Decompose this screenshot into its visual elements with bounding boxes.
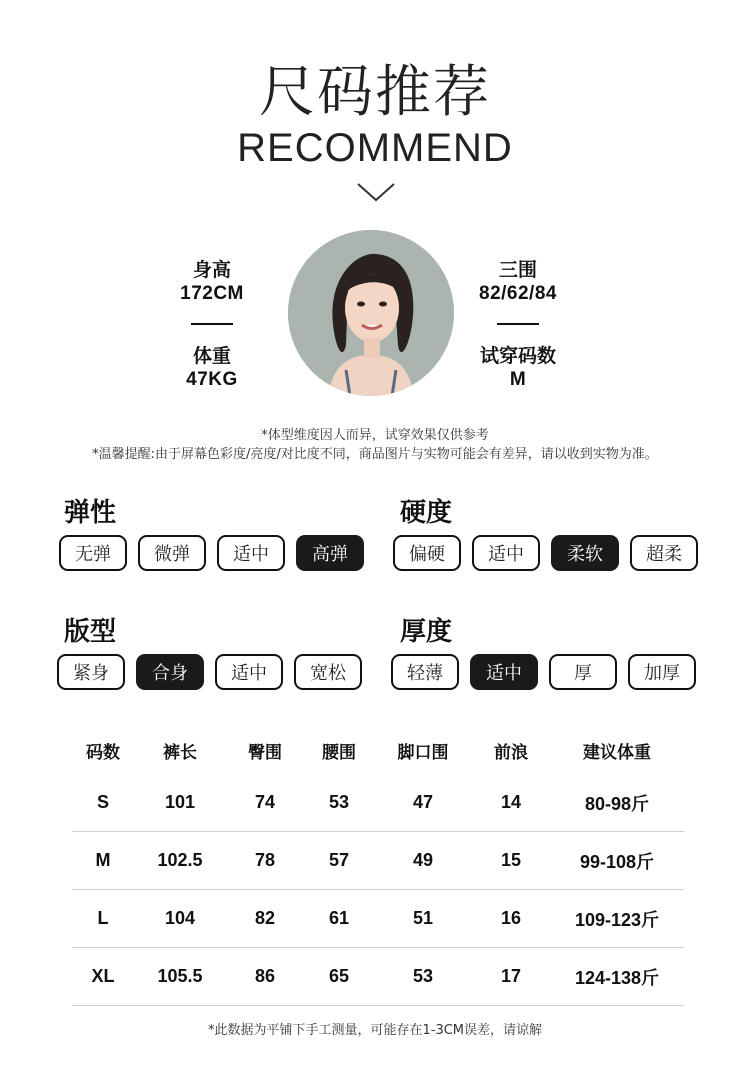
trial-size-value: M	[509, 369, 527, 390]
table-cell: 17	[500, 966, 522, 986]
elasticity-option: 高弹	[296, 535, 364, 571]
table-header-cell: 前浪	[494, 742, 528, 762]
height-label: 身高	[192, 259, 231, 281]
table-cell: 105.5	[157, 966, 203, 986]
table-cell: 104	[164, 908, 196, 928]
table-cell: 99-108斤	[579, 851, 655, 872]
table-cell: 74	[254, 792, 276, 812]
note-line-1: *体型维度因人而异，试穿效果仅供参考	[261, 428, 489, 443]
table-header-cell: 腰围	[322, 742, 356, 762]
table-row	[72, 832, 684, 890]
table-row	[72, 948, 684, 1006]
hardness-option: 柔软	[551, 535, 619, 571]
model-measurements	[443, 259, 593, 305]
model-height	[137, 259, 287, 305]
hardness-heading: 硬度	[400, 498, 453, 528]
table-header-cell: 建议体重	[583, 742, 651, 762]
thickness-heading: 厚度	[400, 617, 453, 647]
table-cell: 47	[412, 792, 434, 812]
table-cell: 102.5	[157, 850, 203, 870]
table-cell: 49	[412, 850, 434, 870]
trial-size-label: 试穿码数	[479, 345, 556, 367]
size-table	[72, 730, 684, 1006]
table-header-cell: 臀围	[248, 742, 282, 762]
model-weight	[137, 345, 287, 391]
table-header-cell: 码数	[86, 742, 120, 762]
model-photo	[288, 230, 454, 396]
model-trial-size	[443, 345, 593, 391]
thickness-option: 适中	[470, 654, 538, 690]
table-cell: 101	[164, 792, 196, 812]
page-title: 尺码推荐	[259, 60, 491, 125]
table-cell: 65	[328, 966, 350, 986]
hardness-option: 超柔	[630, 535, 698, 571]
weight-value: 47KG	[186, 369, 238, 390]
fit-option: 合身	[136, 654, 204, 690]
table-cell: 82	[254, 908, 276, 928]
table-cell: 14	[500, 792, 522, 812]
table-cell: 53	[328, 792, 350, 812]
elasticity-option: 无弹	[59, 535, 127, 571]
table-cell: L	[97, 908, 109, 928]
table-cell: 124-138斤	[574, 967, 660, 988]
table-cell: 109-123斤	[574, 909, 660, 930]
hardness-option: 偏硬	[393, 535, 461, 571]
table-cell: 15	[500, 850, 522, 870]
model-portrait-image	[288, 230, 454, 396]
stat-divider	[191, 323, 233, 325]
thickness-option: 轻薄	[391, 654, 459, 690]
table-cell: 86	[254, 966, 276, 986]
table-cell: 53	[412, 966, 434, 986]
stat-divider	[497, 323, 539, 325]
height-value: 172CM	[180, 283, 244, 304]
measurement-footnote: *此数据为平铺下手工测量，可能存在1-3CM误差，请谅解	[207, 1023, 543, 1038]
thickness-options	[391, 654, 696, 690]
note-line-2: *温馨提醒:由于屏幕色彩度/亮度/对比度不同，商品图片与实物可能会有差异，请以收到实物为准。	[92, 447, 658, 462]
elasticity-option: 微弹	[138, 535, 206, 571]
hardness-option: 适中	[472, 535, 540, 571]
weight-label: 体重	[192, 345, 231, 367]
measurements-value: 82/62/84	[479, 283, 557, 304]
fit-heading: 版型	[64, 617, 117, 647]
fit-option: 适中	[215, 654, 283, 690]
table-header-cell: 脚口围	[397, 742, 449, 762]
table-cell: 16	[500, 908, 522, 928]
table-cell: 61	[328, 908, 350, 928]
table-header-row	[72, 730, 684, 770]
page-subtitle: RECOMMEND	[237, 126, 513, 170]
table-cell: 57	[328, 850, 350, 870]
table-cell: 51	[412, 908, 434, 928]
table-row	[72, 774, 684, 832]
elasticity-heading: 弹性	[64, 498, 117, 528]
table-cell: 80-98斤	[584, 793, 650, 814]
fit-options	[57, 654, 362, 690]
measurements-label: 三围	[498, 259, 537, 281]
fit-option: 宽松	[294, 654, 362, 690]
table-cell: M	[95, 850, 111, 870]
table-row	[72, 890, 684, 948]
elasticity-options	[59, 535, 364, 571]
table-cell: XL	[91, 966, 115, 986]
table-cell: 78	[254, 850, 276, 870]
chevron-down-icon	[356, 180, 396, 204]
fit-option: 紧身	[57, 654, 125, 690]
table-cell: S	[96, 792, 109, 812]
table-header-cell: 裤长	[163, 742, 197, 762]
thickness-option: 加厚	[628, 654, 696, 690]
elasticity-option: 适中	[217, 535, 285, 571]
thickness-option: 厚	[549, 654, 617, 690]
hardness-options	[393, 535, 698, 571]
